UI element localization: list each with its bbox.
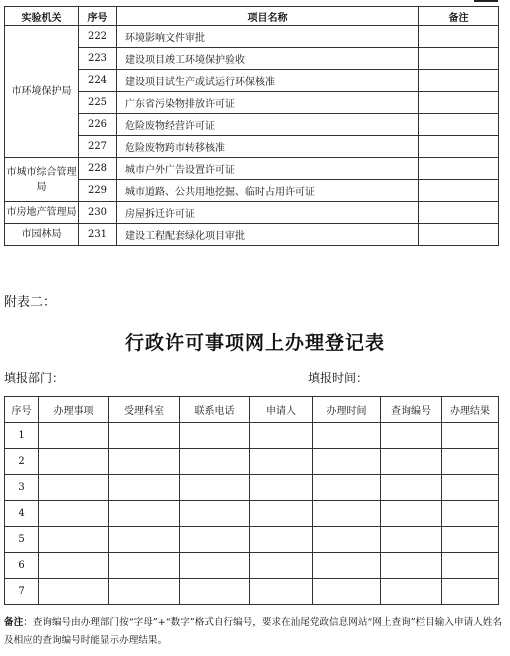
fill-time-label: 填报时间： — [308, 371, 369, 385]
remark-cell — [419, 224, 499, 246]
column-header: 序号 — [5, 397, 39, 423]
table-header-row — [5, 7, 499, 26]
blank-entry-cell[interactable] — [39, 553, 109, 579]
blank-entry-cell[interactable] — [250, 449, 313, 475]
blank-entry-cell[interactable] — [381, 423, 442, 449]
column-header: 办理结果 — [442, 397, 499, 423]
table-row — [5, 527, 499, 553]
blank-entry-cell[interactable] — [39, 475, 109, 501]
item-name-cell: 建设工程配套绿化项目审批 — [117, 224, 419, 246]
appendix-label: 附表二： — [4, 295, 57, 310]
remark-cell — [419, 114, 499, 136]
column-header: 申请人 — [250, 397, 313, 423]
column-header: 项目名称 — [117, 7, 419, 26]
blank-entry-cell[interactable] — [250, 553, 313, 579]
column-header: 办理时间 — [313, 397, 381, 423]
column-header: 办理事项 — [39, 397, 109, 423]
table-row — [5, 423, 499, 449]
blank-entry-cell[interactable] — [313, 475, 381, 501]
item-name-cell: 城市户外广告设置许可证 — [117, 158, 419, 180]
item-name-cell: 危险废物经营许可证 — [117, 114, 419, 136]
sequence-cell: 227 — [79, 136, 117, 158]
row-number-cell: 7 — [5, 579, 39, 605]
table-row — [5, 501, 499, 527]
note-label: 备注 — [4, 617, 24, 628]
remark-cell — [419, 26, 499, 48]
row-number-cell: 2 — [5, 449, 39, 475]
table-row — [5, 180, 499, 202]
blank-entry-cell[interactable] — [180, 475, 250, 501]
fill-department-label: 填报部门： — [4, 371, 65, 385]
blank-entry-cell[interactable] — [313, 449, 381, 475]
table-row — [5, 136, 499, 158]
table-row — [5, 224, 499, 246]
agency-cell: 市园林局 — [5, 224, 79, 246]
blank-entry-cell[interactable] — [313, 501, 381, 527]
sequence-cell: 222 — [79, 26, 117, 48]
remark-cell — [419, 158, 499, 180]
remark-cell — [419, 136, 499, 158]
item-name-cell: 建设项目竣工环境保护验收 — [117, 48, 419, 70]
blank-entry-cell[interactable] — [442, 449, 499, 475]
row-number-cell: 4 — [5, 501, 39, 527]
blank-entry-cell[interactable] — [39, 501, 109, 527]
blank-entry-cell[interactable] — [39, 579, 109, 605]
sequence-cell: 225 — [79, 92, 117, 114]
blank-entry-cell[interactable] — [180, 579, 250, 605]
blank-entry-cell[interactable] — [109, 475, 180, 501]
table-row — [5, 579, 499, 605]
table-row — [5, 553, 499, 579]
column-header: 备注 — [419, 7, 499, 26]
blank-entry-cell[interactable] — [180, 501, 250, 527]
blank-entry-cell[interactable] — [250, 579, 313, 605]
remark-cell — [419, 48, 499, 70]
blank-entry-cell[interactable] — [381, 553, 442, 579]
blank-entry-cell[interactable] — [381, 527, 442, 553]
agency-cell: 市房地产管理局 — [5, 202, 79, 224]
sequence-cell: 224 — [79, 70, 117, 92]
sequence-cell: 231 — [79, 224, 117, 246]
table-row — [5, 26, 499, 48]
blank-entry-cell[interactable] — [442, 579, 499, 605]
blank-entry-cell[interactable] — [109, 579, 180, 605]
blank-entry-cell[interactable] — [180, 423, 250, 449]
item-name-cell: 危险废物跨市转移核准 — [117, 136, 419, 158]
remark-cell — [419, 70, 499, 92]
form-title: 行政许可事项网上办理登记表 — [124, 332, 385, 354]
column-header: 受理科室 — [109, 397, 180, 423]
blank-entry-cell[interactable] — [39, 527, 109, 553]
blank-entry-cell[interactable] — [313, 553, 381, 579]
remark-cell — [419, 202, 499, 224]
blank-entry-cell[interactable] — [250, 475, 313, 501]
blank-entry-cell[interactable] — [442, 527, 499, 553]
sequence-cell: 223 — [79, 48, 117, 70]
table-row — [5, 114, 499, 136]
agency-cell: 市城市综合管理局 — [5, 158, 79, 202]
blank-entry-cell[interactable] — [250, 527, 313, 553]
table-row — [5, 48, 499, 70]
column-header: 联系电话 — [180, 397, 250, 423]
page-corner-rule — [474, 0, 498, 2]
blank-entry-cell[interactable] — [442, 553, 499, 579]
online-registration-table — [4, 396, 499, 605]
table-row — [5, 202, 499, 224]
blank-entry-cell[interactable] — [381, 475, 442, 501]
item-name-cell: 环境影响文件审批 — [117, 26, 419, 48]
approval-items-table — [4, 6, 499, 246]
sequence-cell: 230 — [79, 202, 117, 224]
blank-entry-cell[interactable] — [250, 501, 313, 527]
note-paragraph — [4, 614, 504, 650]
table-header-row — [5, 397, 499, 423]
blank-entry-cell[interactable] — [313, 423, 381, 449]
blank-entry-cell[interactable] — [109, 553, 180, 579]
blank-entry-cell[interactable] — [442, 423, 499, 449]
table-row — [5, 70, 499, 92]
table-row — [5, 449, 499, 475]
table-row — [5, 475, 499, 501]
sequence-cell: 229 — [79, 180, 117, 202]
blank-entry-cell[interactable] — [39, 449, 109, 475]
note-text: ：查询编号由办理部门按“字母”+“数字”格式自行编号，要求在汕尾党政信息网站“网上查询”栏目输入申请人姓名及相应的查询编号时能显示办理结果。 — [4, 617, 502, 646]
row-number-cell: 6 — [5, 553, 39, 579]
remark-cell — [419, 180, 499, 202]
blank-entry-cell[interactable] — [109, 501, 180, 527]
blank-entry-cell[interactable] — [109, 449, 180, 475]
blank-entry-cell[interactable] — [442, 475, 499, 501]
blank-entry-cell[interactable] — [442, 501, 499, 527]
agency-cell: 市环境保护局 — [5, 26, 79, 158]
blank-entry-cell[interactable] — [381, 449, 442, 475]
item-name-cell: 建设项目试生产或试运行环保核准 — [117, 70, 419, 92]
row-number-cell: 3 — [5, 475, 39, 501]
blank-entry-cell[interactable] — [180, 527, 250, 553]
item-name-cell: 城市道路、公共用地挖掘、临时占用许可证 — [117, 180, 419, 202]
item-name-cell: 广东省污染物排放许可证 — [117, 92, 419, 114]
blank-entry-cell[interactable] — [180, 449, 250, 475]
blank-entry-cell[interactable] — [313, 527, 381, 553]
item-name-cell: 房屋拆迁许可证 — [117, 202, 419, 224]
blank-entry-cell[interactable] — [109, 527, 180, 553]
remark-cell — [419, 92, 499, 114]
column-header: 查询编号 — [381, 397, 442, 423]
row-number-cell: 5 — [5, 527, 39, 553]
blank-entry-cell[interactable] — [381, 501, 442, 527]
table-row — [5, 158, 499, 180]
blank-entry-cell[interactable] — [250, 423, 313, 449]
row-number-cell: 1 — [5, 423, 39, 449]
sequence-cell: 228 — [79, 158, 117, 180]
column-header: 序号 — [79, 7, 117, 26]
sequence-cell: 226 — [79, 114, 117, 136]
blank-entry-cell[interactable] — [381, 579, 442, 605]
table-row — [5, 92, 499, 114]
blank-entry-cell[interactable] — [109, 423, 180, 449]
column-header: 实验机关 — [5, 7, 79, 26]
blank-entry-cell[interactable] — [180, 553, 250, 579]
blank-entry-cell[interactable] — [313, 579, 381, 605]
blank-entry-cell[interactable] — [39, 423, 109, 449]
